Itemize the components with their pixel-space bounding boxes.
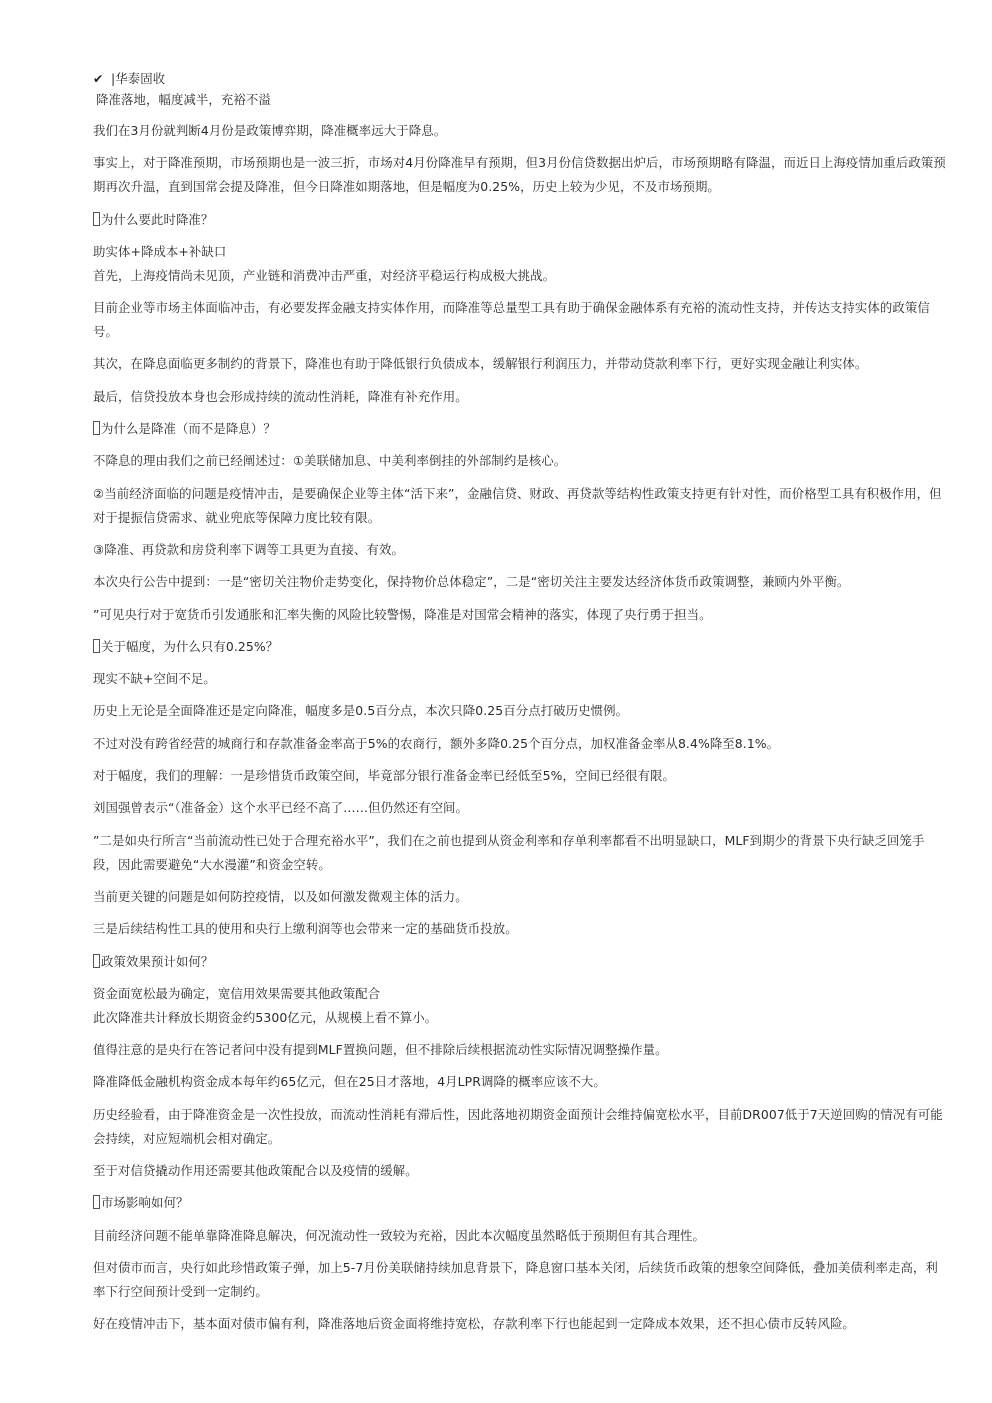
paragraph-text: 目前企业等市场主体面临冲击，有必要发挥金融支持实体作用，而降准等总量型工具有助于确保金融体系有充裕的流动性支持，并传达支持实体的政策信号。	[93, 300, 930, 340]
paragraph	[93, 1103, 949, 1151]
article-body	[93, 119, 949, 1336]
paragraph-text: 至于对信贷撬动作用还需要其他政策配合以及疫情的缓解。	[93, 1163, 418, 1179]
paragraph-text: 资金面宽松最为确定，宽信用效果需要其他政策配合	[93, 985, 381, 1001]
paragraph	[93, 885, 949, 909]
source-label: |华泰固收	[111, 71, 166, 86]
paragraph-text: 现实不缺+空间不足。	[93, 671, 216, 687]
paragraph	[93, 538, 949, 562]
paragraph-text: 但对债市而言，央行如此珍惜政策子弹，加上5-7月份美联储持续加息背景下，降息窗口基本关闭，后续货币政策的想象空间降低，叠加美债利率走高，利率下行空间预计受到一定制约。	[93, 1259, 938, 1299]
paragraph-text: 不过对没有跨省经营的城商行和存款准备金率高于5%的农商行，额外多降0.25个百分点，加权准备金率从8.4%降至8.1%。	[93, 735, 780, 751]
paragraph	[93, 1312, 949, 1336]
paragraph	[93, 352, 949, 376]
paragraph-text: 不降息的理由我们之前已经阐述过：①美联储加息、中美利率倒挂的外部制约是核心。	[93, 453, 567, 469]
article-title: 降准落地，幅度减半，充裕不溢	[96, 92, 271, 107]
section-question	[93, 635, 949, 659]
paragraph-text: ③降准、再贷款和房贷利率下调等工具更为直接、有效。	[93, 541, 404, 557]
paragraph-text: 事实上，对于降准预期，市场预期也是一波三折，市场对4月份降准早有预期，但3月份信贷数据出炉后，市场预期略有降温，而近日上海疫情加重后政策预期再次升温，直到国常会提及降准，但今日降准如期落地，但是幅度为0.25%，历史上较为少见，不及市场预期。	[93, 155, 946, 195]
paragraph-text: 关于幅度，为什么只有0.25%？	[101, 638, 279, 654]
paragraph	[93, 603, 949, 627]
paragraph-text: 最后，信贷投放本身也会形成持续的流动性消耗，降准有补充作用。	[93, 388, 468, 404]
paragraph-text: 助实体+降成本+补缺口	[93, 243, 227, 259]
paragraph-text: 本次央行公告中提到：一是“密切关注物价走势变化，保持物价总体稳定”，二是“密切关注主要发达经济体货币政策调整，兼顾内外平衡。	[93, 574, 850, 590]
section-question	[93, 208, 949, 232]
check-icon: ✔	[93, 71, 104, 86]
paragraph	[93, 385, 949, 409]
paragraph-text: 当前更关键的问题是如何防控疫情，以及如何激发微观主体的活力。	[93, 888, 468, 904]
missing-glyph-icon	[93, 954, 100, 968]
paragraph	[93, 1224, 949, 1248]
paragraph-text: 政策效果预计如何？	[101, 953, 214, 969]
paragraph	[93, 1070, 949, 1094]
missing-glyph-icon	[93, 639, 100, 653]
missing-glyph-icon	[93, 212, 100, 226]
paragraph-text: ②当前经济面临的问题是疫情冲击，是要确保企业等主体“活下来”，金融信贷、财政、再贷款等结构性政策支持更有针对性，而价格型工具有积极作用，但对于提振信贷需求、就业兜底等保障力度比较有限。	[93, 485, 942, 525]
paragraph-text: 其次，在降息面临更多制约的背景下，降准也有助于降低银行负债成本，缓解银行利润压力，并带动贷款利率下行，更好实现金融让利实体。	[93, 356, 868, 372]
paragraph	[93, 1006, 949, 1030]
paragraph	[93, 264, 949, 288]
paragraph-text: 首先，上海疫情尚未见顶，产业链和消费冲击严重，对经济平稳运行构成极大挑战。	[93, 267, 556, 283]
paragraph-text: 历史经验看，由于降准资金是一次性投放，而流动性消耗有滞后性，因此落地初期资金面预计会维持偏宽松水平，目前DR007低于7天逆回购的情况有可能会持续，对应短端机会相对确定。	[93, 1106, 943, 1146]
paragraph	[93, 732, 949, 756]
section-question	[93, 417, 949, 441]
section-question	[93, 1191, 949, 1215]
paragraph-text: 目前经济问题不能单靠降准降息解决，何况流动性一致较为充裕，因此本次幅度虽然略低于预期但有其合理性。	[93, 1227, 706, 1243]
paragraph	[93, 796, 949, 820]
paragraph	[93, 296, 949, 344]
paragraph	[93, 482, 949, 530]
paragraph	[93, 917, 949, 941]
paragraph-text: ”可见央行对于宽货币引发通胀和汇率失衡的风险比较警惕，降准是对国常会精神的落实，体现了央行勇于担当。	[93, 606, 712, 622]
paragraph	[93, 982, 949, 1006]
paragraph-text: 历史上无论是全面降准还是定向降准，幅度多是0.5百分点，本次只降0.25百分点打破历史惯例。	[93, 703, 629, 719]
paragraph	[93, 829, 949, 877]
paragraph	[93, 699, 949, 723]
paragraph-text: 我们在3月份就判断4月份是政策博弈期，降准概率远大于降息。	[93, 123, 447, 138]
paragraph	[93, 667, 949, 691]
paragraph-text: 降准降低金融机构资金成本每年约65亿元，但在25日才落地，4月LPR调降的概率应该不大。	[93, 1074, 606, 1090]
paragraph	[93, 151, 949, 199]
paragraph	[93, 1159, 949, 1183]
paragraph	[93, 240, 949, 264]
paragraph	[93, 119, 949, 143]
paragraph	[93, 449, 949, 473]
paragraph-text: 市场影响如何？	[101, 1195, 189, 1211]
paragraph	[93, 764, 949, 788]
paragraph	[93, 1256, 949, 1304]
paragraph	[93, 570, 949, 594]
document-page	[93, 68, 949, 1336]
paragraph-text: 值得注意的是央行在答记者问中没有提到MLF置换问题，但不排除后续根据流动性实际情况调整操作量。	[93, 1042, 668, 1058]
section-question	[93, 950, 949, 974]
missing-glyph-icon	[93, 421, 100, 435]
paragraph-text: ”二是如央行所言“当前流动性已处于合理充裕水平”，我们在之前也提到从资金利率和存单利率都看不出明显缺口，MLF到期少的背景下央行缺乏回笼手段，因此需要避免“大水漫灌”和资金空转。	[93, 832, 925, 872]
missing-glyph-icon	[93, 1195, 100, 1209]
paragraph-text: 为什么要此时降准？	[101, 211, 214, 227]
paragraph	[93, 1038, 949, 1062]
paragraph-text: 对于幅度，我们的理解：一是珍惜货币政策空间，毕竟部分银行准备金率已经低至5%，空间已经很有限。	[93, 768, 675, 784]
source-line	[93, 68, 949, 89]
paragraph-text: 为什么是降准（而不是降息）？	[101, 421, 276, 437]
paragraph-text: 刘国强曾表示“（准备金）这个水平已经不高了……但仍然还有空间。	[93, 800, 469, 816]
paragraph-text: 此次降准共计释放长期资金约5300亿元，从规模上看不算小。	[93, 1009, 438, 1025]
article-header	[93, 68, 949, 110]
paragraph-text: 三是后续结构性工具的使用和央行上缴利润等也会带来一定的基础货币投放。	[93, 921, 518, 937]
paragraph-text: 好在疫情冲击下，基本面对债市偏有利，降准落地后资金面将维持宽松，存款利率下行也能起到一定降成本效果，还不担心债市反转风险。	[93, 1316, 855, 1332]
